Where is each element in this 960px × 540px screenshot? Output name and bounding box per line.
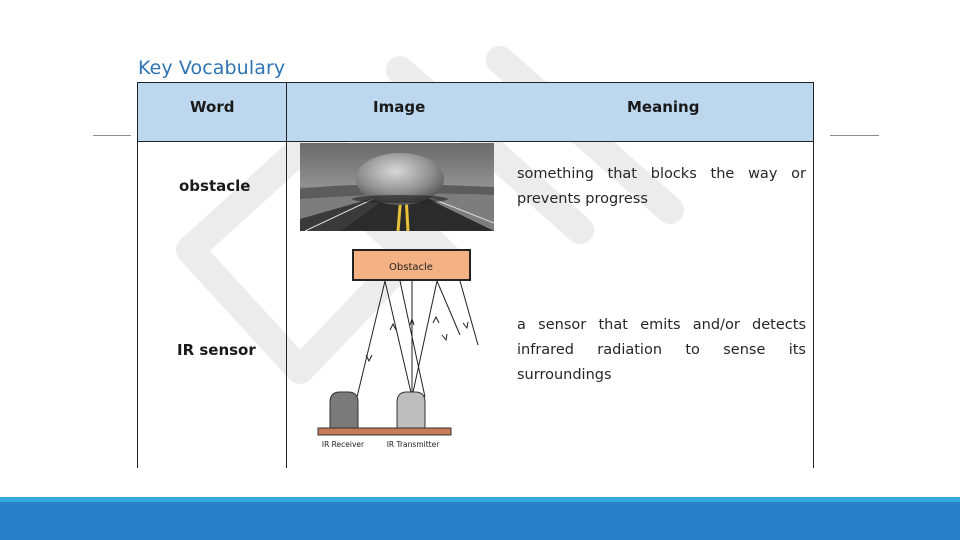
meaning-obstacle: something that blocks the way or prevents progress: [517, 166, 806, 207]
ir-sensor-diagram: [300, 245, 480, 451]
header-image: Image: [373, 98, 426, 116]
sensor-board: [318, 428, 451, 435]
decorative-divider-right: [830, 135, 879, 136]
table-header-divider: [137, 141, 814, 142]
header-word: Word: [190, 98, 235, 116]
ir-transmitter-shape: [397, 392, 425, 428]
table-border-right: [813, 82, 814, 468]
obstacle-box-label: Obstacle: [389, 262, 433, 273]
decorative-divider-left: [93, 135, 131, 136]
word-ir-sensor: IR sensor: [177, 341, 256, 359]
ir-receiver-label: IR Receiver: [321, 440, 365, 449]
ir-receiver-shape: [330, 392, 358, 428]
table-column-divider-1: [286, 82, 287, 468]
table-border-top: [137, 82, 814, 83]
meaning-ir-sensor: a sensor that emits and/or detects infrared radiation to sense its surroundings: [517, 317, 806, 383]
footer-bar: [0, 502, 960, 540]
word-obstacle: obstacle: [179, 177, 251, 195]
vocabulary-table: [137, 82, 814, 468]
header-meaning: Meaning: [627, 98, 700, 116]
ir-transmitter-label: IR Transmitter: [386, 440, 440, 449]
slide-title: Key Vocabulary: [138, 57, 286, 79]
obstacle-photo: [300, 143, 494, 231]
table-border-left: [137, 82, 138, 468]
table-header-row: [137, 82, 814, 141]
